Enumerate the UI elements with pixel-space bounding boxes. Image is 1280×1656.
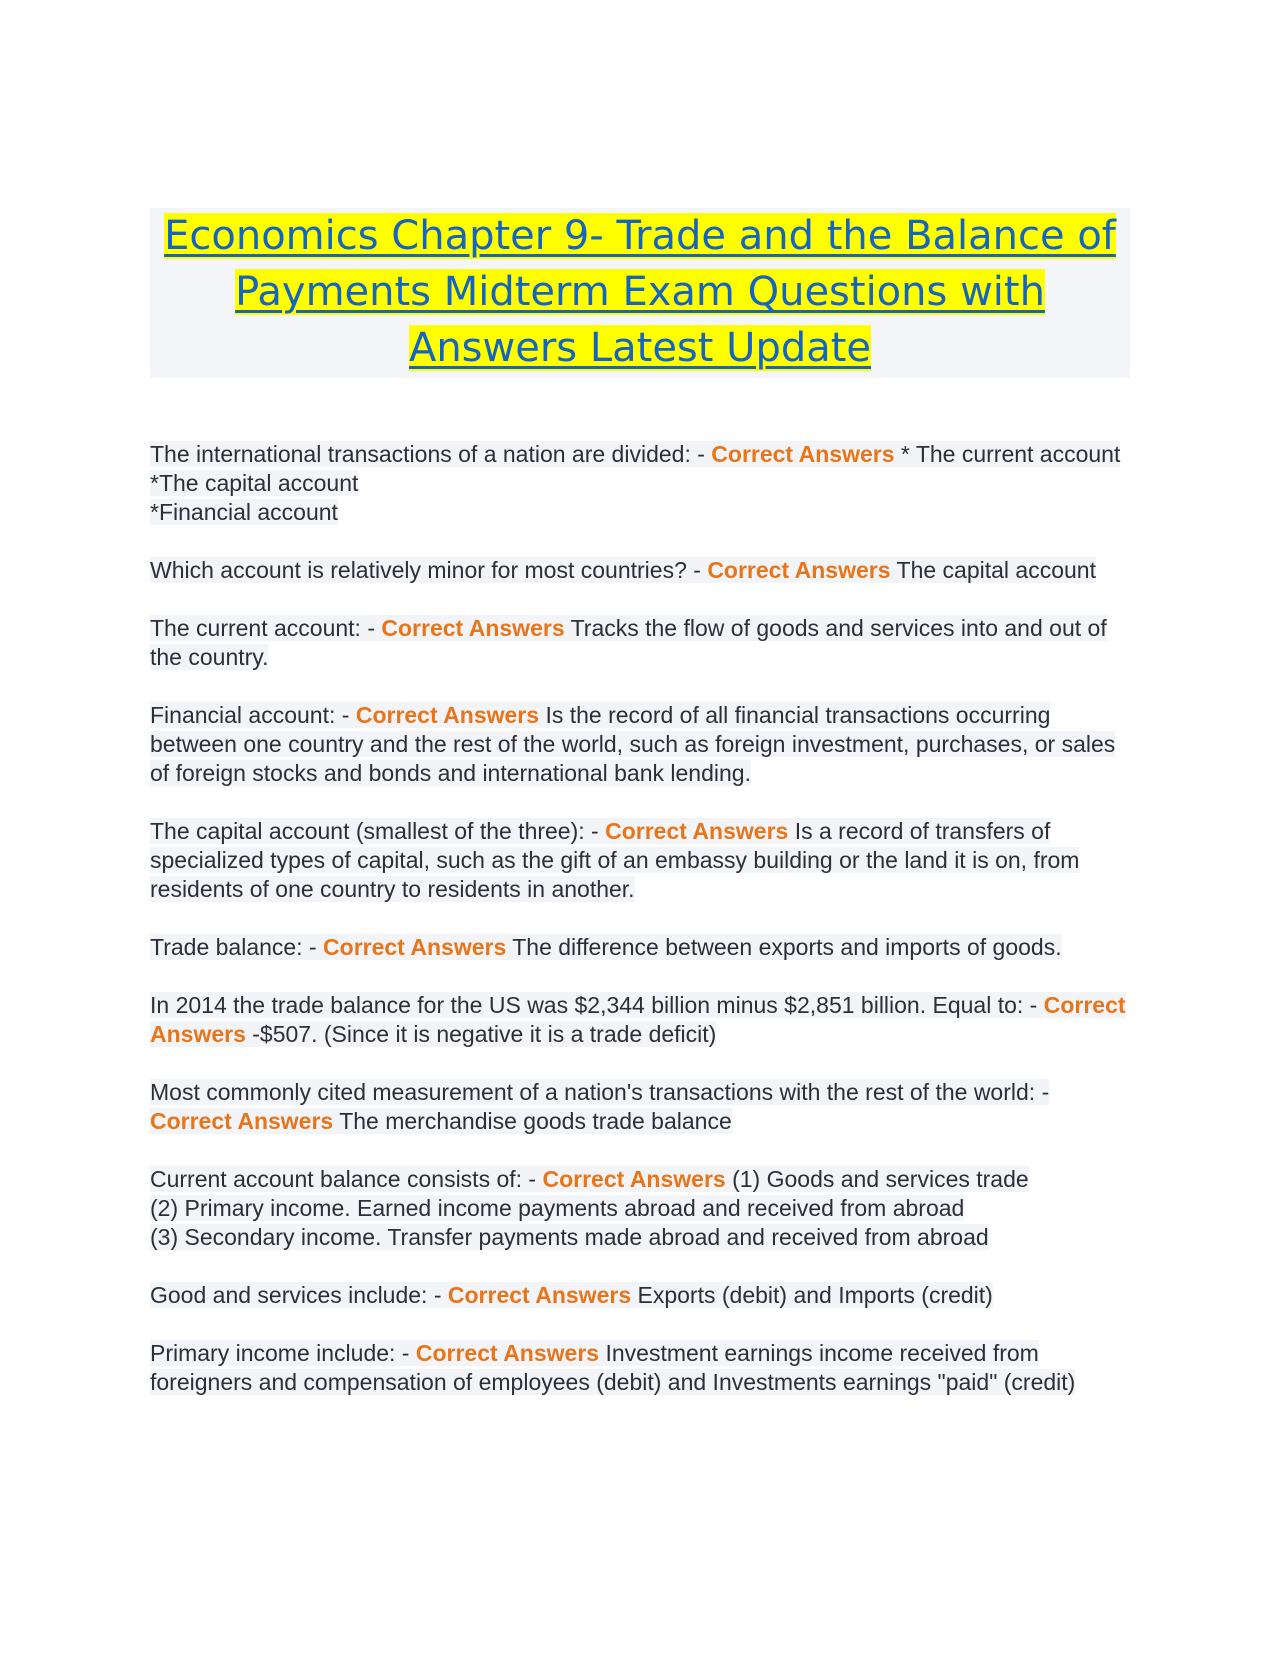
- qa-highlight: [150, 441, 1120, 467]
- qa-item: [150, 556, 1130, 585]
- document-page: [150, 208, 1130, 1426]
- qa-highlight: [150, 1282, 993, 1308]
- question-text: Primary income include: -: [150, 1340, 416, 1366]
- correct-answers-label: Correct Answers: [150, 992, 1126, 1047]
- qa-highlight: [150, 1079, 1049, 1134]
- qa-list: [150, 440, 1130, 1397]
- question-text: The capital account (smallest of the three): -: [150, 818, 606, 844]
- answer-line-text: (3) Secondary income. Transfer payments made abroad and received from abroad: [150, 1224, 989, 1250]
- qa-highlight: [150, 702, 1115, 786]
- qa-first-line: [150, 1165, 1130, 1194]
- question-text: Good and services include: -: [150, 1282, 448, 1308]
- answer-text: -$507. (Since it is negative it is a trade deficit): [252, 1021, 717, 1047]
- question-text: Current account balance consists of: -: [150, 1166, 543, 1192]
- correct-answers-label: Correct Answers: [381, 615, 565, 641]
- qa-item: [150, 1339, 1130, 1397]
- answer-text: Investment earnings income received from foreigners and compensation of employees (debit) and Investments earnings "paid" (credit): [150, 1340, 1076, 1395]
- qa-first-line: [150, 1339, 1130, 1397]
- qa-highlight: [150, 1166, 1029, 1192]
- answer-line: [150, 469, 1130, 498]
- qa-first-line: [150, 817, 1130, 904]
- qa-highlight: [150, 992, 1126, 1047]
- question-text: Trade balance: -: [150, 934, 324, 960]
- question-text: Which account is relatively minor for most countries? -: [150, 557, 708, 583]
- answer-line-text: *The capital account: [150, 470, 359, 496]
- qa-item: [150, 440, 1130, 527]
- question-text: The international transactions of a nation are divided: -: [150, 441, 712, 467]
- correct-answers-label: Correct Answers: [711, 441, 895, 467]
- correct-answers-label: Correct Answers: [415, 1340, 600, 1366]
- correct-answers-label: Correct Answers: [605, 818, 789, 844]
- qa-highlight: [150, 615, 1107, 670]
- qa-item: [150, 1165, 1130, 1252]
- qa-item: [150, 991, 1130, 1049]
- qa-item: [150, 701, 1130, 788]
- qa-first-line: [150, 933, 1130, 962]
- qa-highlight: [150, 557, 1096, 583]
- answer-text: Is a record of transfers of specialized types of capital, such as the gift of an embassy building or the land it is on, from residents of one country to residents in another.: [150, 818, 1080, 902]
- question-text: The current account: -: [150, 615, 382, 641]
- correct-answers-label: Correct Answers: [447, 1282, 632, 1308]
- answer-text: * The current account: [900, 441, 1121, 467]
- answer-text: The capital account: [896, 557, 1096, 583]
- qa-first-line: [150, 701, 1130, 788]
- answer-text: Exports (debit) and Imports (credit): [637, 1282, 993, 1308]
- answer-line: [150, 498, 1130, 527]
- qa-highlight: [150, 818, 1079, 902]
- document-title: [160, 208, 1120, 376]
- correct-answers-label: Correct Answers: [542, 1166, 726, 1192]
- question-text: Financial account: -: [150, 702, 356, 728]
- question-text: In 2014 the trade balance for the US was $2,344 billion minus $2,851 billion. Equal to: -: [150, 992, 1044, 1018]
- answer-text: Is the record of all financial transactions occurring between one country and the rest of the world, such as foreign investment, purchases, or sales of foreign stocks and bonds and international bank lending.: [150, 702, 1116, 786]
- qa-first-line: [150, 440, 1130, 469]
- answer-text: The difference between exports and imports of goods.: [512, 934, 1062, 960]
- question-text: Most commonly cited measurement of a nation's transactions with the rest of the world: -: [150, 1079, 1050, 1105]
- qa-item: [150, 614, 1130, 672]
- answer-line-text: (2) Primary income. Earned income payments abroad and received from abroad: [150, 1195, 965, 1221]
- correct-answers-label: Correct Answers: [323, 934, 507, 960]
- qa-first-line: [150, 991, 1130, 1049]
- qa-item: [150, 1281, 1130, 1310]
- qa-first-line: [150, 556, 1130, 585]
- document-title-text: Economics Chapter 9- Trade and the Balance of Payments Midterm Exam Questions with Answers Latest Update: [164, 213, 1116, 371]
- answer-text: (1) Goods and services trade: [732, 1166, 1029, 1192]
- correct-answers-label: Correct Answers: [355, 702, 540, 728]
- qa-highlight: [150, 1340, 1075, 1395]
- qa-first-line: [150, 1281, 1130, 1310]
- qa-item: [150, 933, 1130, 962]
- correct-answers-label: Correct Answers: [707, 557, 891, 583]
- qa-item: [150, 1078, 1130, 1136]
- qa-item: [150, 817, 1130, 904]
- title-box: [150, 208, 1130, 378]
- qa-first-line: [150, 614, 1130, 672]
- answer-line: [150, 1194, 1130, 1223]
- qa-first-line: [150, 1078, 1130, 1136]
- answer-line-text: *Financial account: [150, 499, 338, 525]
- answer-line: [150, 1223, 1130, 1252]
- correct-answers-label: Correct Answers: [150, 1108, 334, 1134]
- qa-highlight: [150, 934, 1062, 960]
- answer-text: Tracks the flow of goods and services into and out of the country.: [150, 615, 1107, 670]
- answer-text: The merchandise goods trade balance: [339, 1108, 732, 1134]
